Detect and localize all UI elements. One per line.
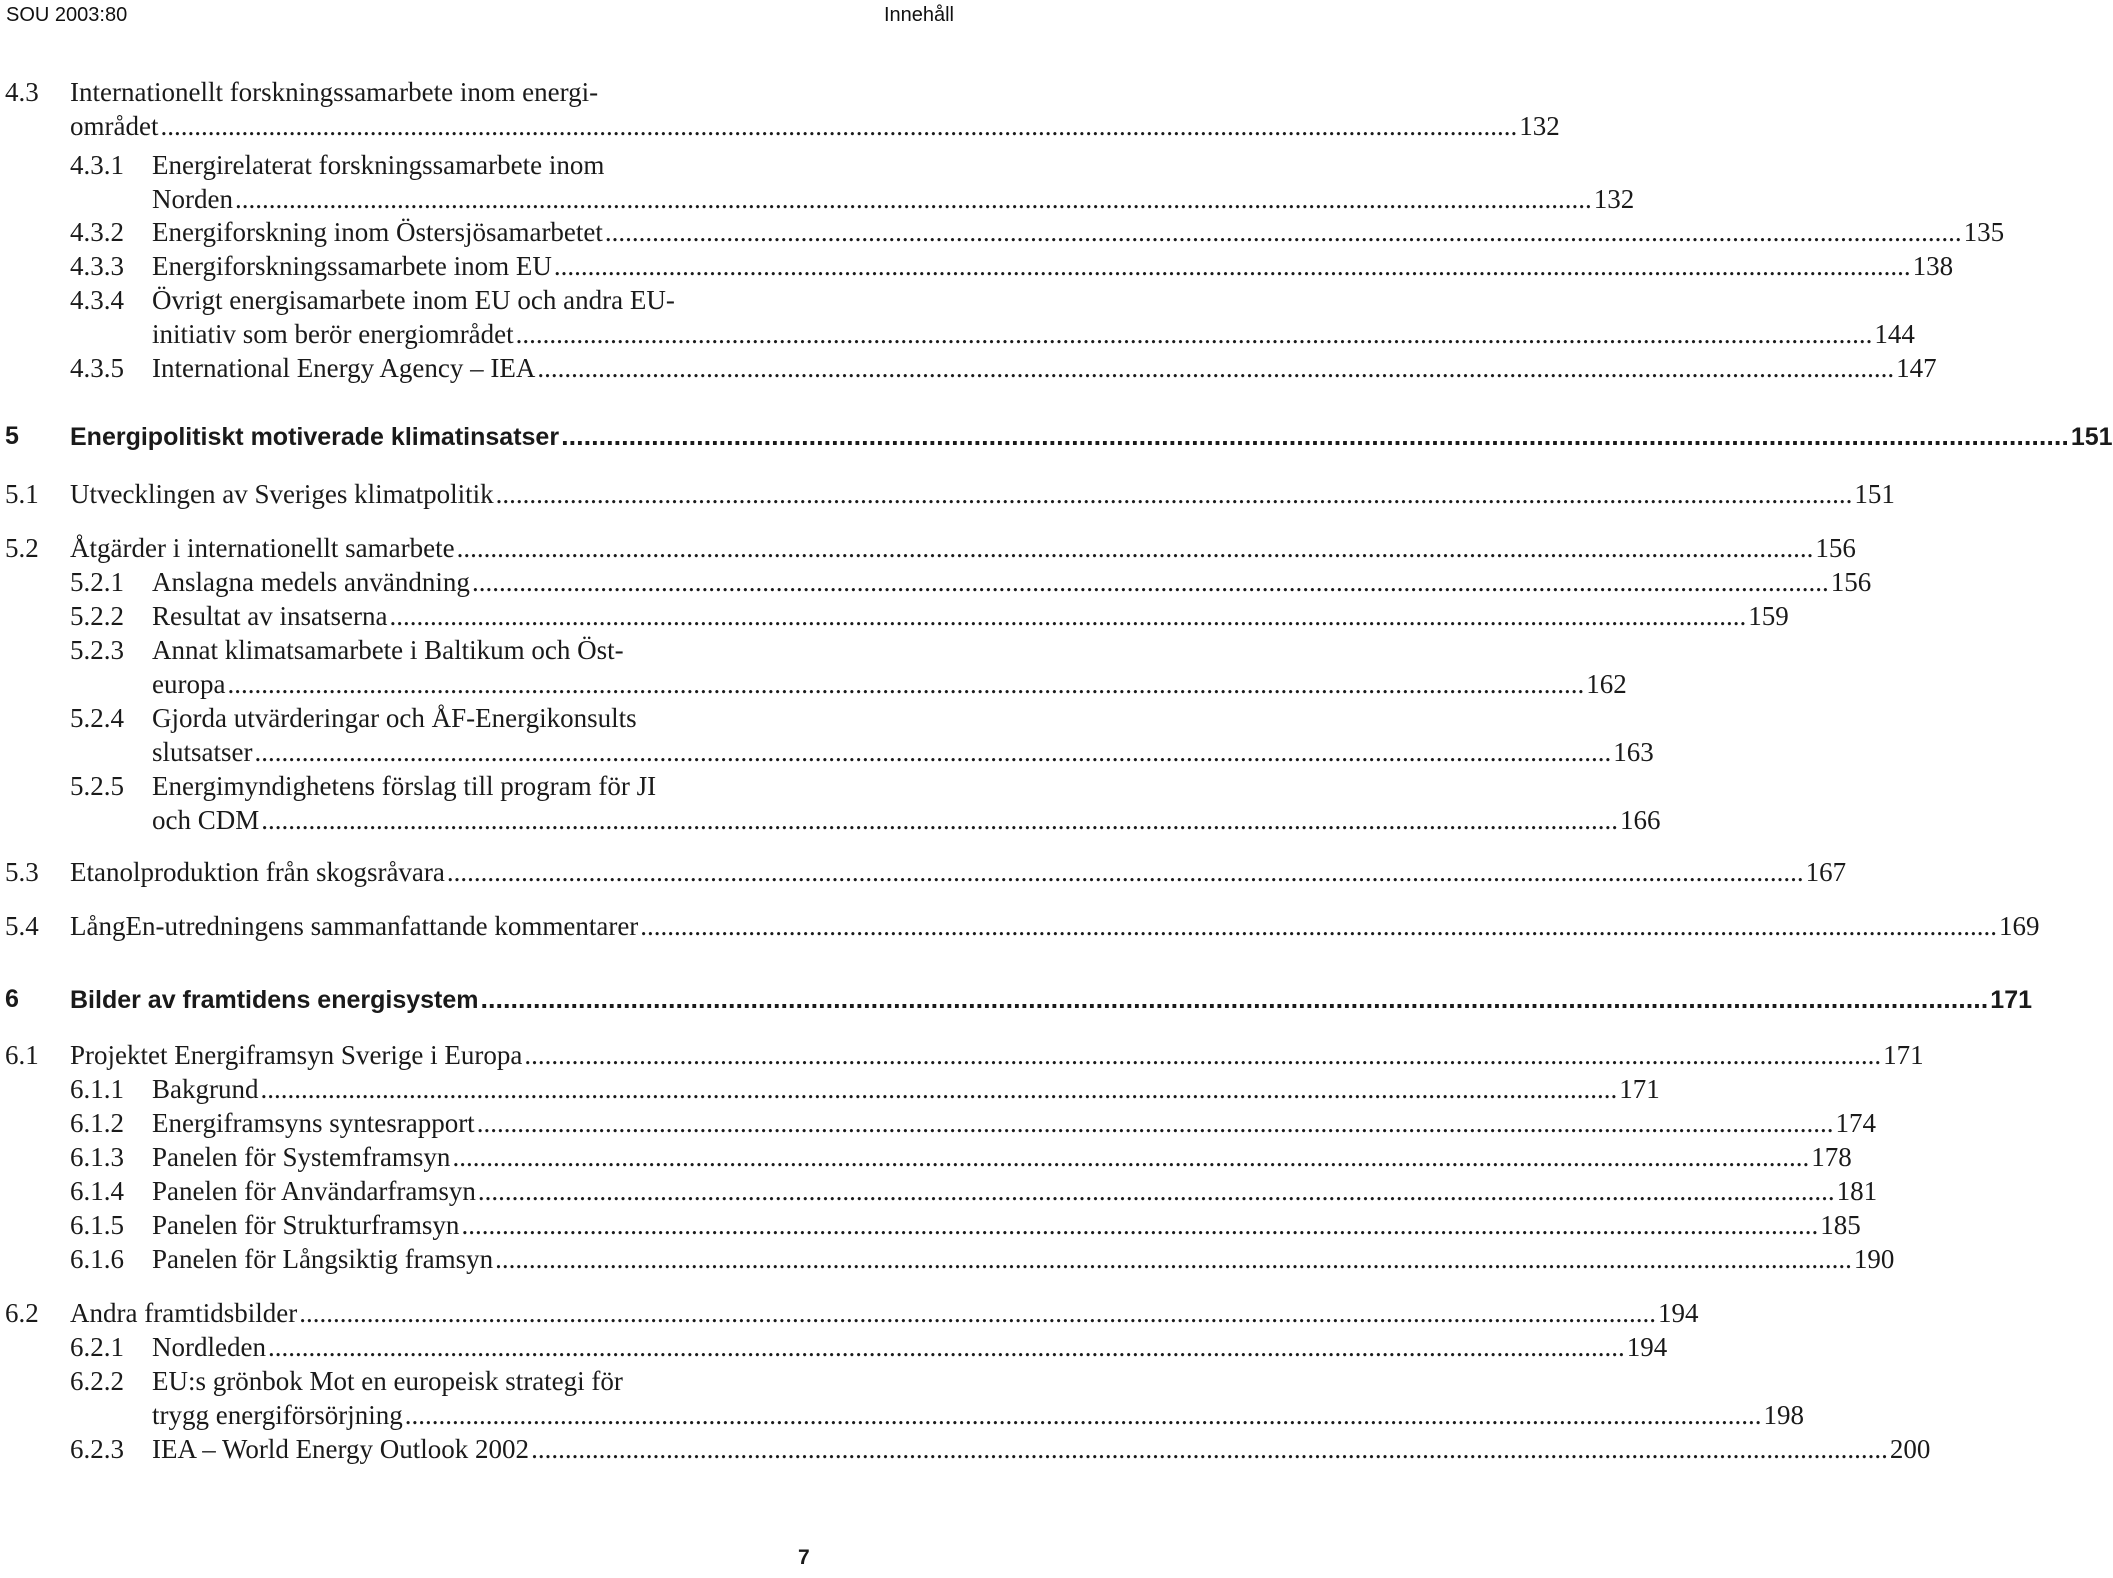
toc-entry-title: Panelen för Långsiktig framsyn: [152, 1244, 494, 1274]
toc-entry: [0, 1242, 1895, 1276]
toc-entry: [0, 701, 960, 735]
toc-leader-dots: .........................................................................................................................................................................................................: [389, 601, 1747, 631]
toc-entry-page: 190: [1853, 1244, 1895, 1274]
toc-leader-dots: .........................................................................................................................................................................................................: [531, 1434, 1888, 1464]
toc-entry-title: Norden: [152, 184, 233, 214]
toc-entry: [0, 249, 1954, 283]
toc-entry: [0, 75, 960, 109]
toc-entry-title: Energirelaterat forskningssamarbete inom: [152, 150, 605, 180]
toc-entry-page: 169: [1999, 911, 2040, 941]
toc-entry: [0, 419, 2113, 453]
toc-entry: [0, 599, 1789, 633]
toc-leader-dots: .........................................................................................................................................................................................................: [476, 1108, 1834, 1138]
toc-entry-number: 4.3: [5, 77, 39, 107]
toc-entry-number: 6.2.3: [70, 1434, 124, 1464]
toc-entry-number: 5.1: [5, 479, 39, 509]
toc-entry-number: 6.1.6: [70, 1244, 124, 1274]
toc-leader-dots: .........................................................................................................................................................................................................: [260, 1074, 1618, 1104]
toc-entry-page: 200: [1889, 1434, 1931, 1464]
toc-leader-dots: .........................................................................................................................................................................................................: [160, 111, 1518, 141]
toc-leader-dots: .........................................................................................................................................................................................................: [553, 251, 1911, 281]
toc-entry-page: 185: [1820, 1210, 1861, 1240]
toc-entry-number: 4.3.1: [70, 150, 124, 180]
toc-leader-dots: .........................................................................................................................................................................................................: [640, 911, 1998, 941]
toc-entry: [0, 1208, 1861, 1242]
toc-entry-page: 163: [1613, 737, 1654, 767]
toc-entry-number: 6.2.2: [70, 1366, 124, 1396]
toc-entry: [0, 1432, 1931, 1466]
toc-entry: [0, 182, 1635, 216]
toc-entry-number: 5.2.2: [70, 601, 124, 631]
toc-entry-title: Etanolproduktion från skogsråvara: [70, 857, 445, 887]
toc-leader-dots: .........................................................................................................................................................................................................: [515, 319, 1873, 349]
toc-entry-title: International Energy Agency – IEA: [152, 353, 536, 383]
toc-entry-title: Andra framtidsbilder: [70, 1298, 298, 1328]
toc-entry-page: 156: [1815, 533, 1856, 563]
toc-entry-page: 194: [1626, 1332, 1668, 1362]
toc-leader-dots: .........................................................................................................................................................................................................: [227, 669, 1585, 699]
toc-entry-number: 4.3.3: [70, 251, 124, 281]
toc-entry-number: 5.4: [5, 911, 39, 941]
toc-entry: [0, 633, 960, 667]
toc-entry-page: 144: [1874, 319, 1915, 349]
toc-entry-page: 132: [1519, 111, 1560, 141]
toc-entry-title: Övrigt energisamarbete inom EU och andra EU-: [152, 285, 675, 315]
toc-entry-title: Gjorda utvärderingar och ÅF-Energikonsults: [152, 703, 637, 733]
toc-entry-number: 6.1.1: [70, 1074, 124, 1104]
toc-leader-dots: .........................................................................................................................................................................................................: [461, 1210, 1819, 1240]
toc-entry-title: Energimyndighetens förslag till program för JI: [152, 771, 657, 801]
toc-entry-page: 159: [1748, 601, 1789, 631]
toc-entry: [0, 1364, 960, 1398]
toc-entry-title: LångEn-utredningens sammanfattande kommentarer: [70, 911, 639, 941]
toc-entry-page: 147: [1896, 353, 1937, 383]
toc-leader-dots: .........................................................................................................................................................................................................: [480, 984, 1989, 1014]
toc-entry-number: 5.2.1: [70, 567, 124, 597]
toc-entry-number: 5: [5, 422, 19, 450]
toc-entry-page: 174: [1835, 1108, 1876, 1138]
toc-leader-dots: .........................................................................................................................................................................................................: [267, 1332, 1625, 1362]
toc-entry-number: 6.1.4: [70, 1176, 124, 1206]
toc-entry: [0, 1174, 1878, 1208]
toc-entry: [0, 1140, 1852, 1174]
toc-entry-title: området: [70, 111, 159, 141]
toc-entry-page: 171: [1988, 983, 2032, 1017]
toc-entry-title: Energiframsyns syntesrapport: [152, 1108, 475, 1138]
toc-entry-title: Energiforskningssamarbete inom EU: [152, 251, 552, 281]
toc-entry-number: 6.2.1: [70, 1332, 124, 1362]
toc-entry-number: 6.1.2: [70, 1108, 124, 1138]
toc-entry-number: 6: [5, 985, 19, 1013]
toc-leader-dots: .........................................................................................................................................................................................................: [254, 737, 1612, 767]
toc-leader-dots: .........................................................................................................................................................................................................: [471, 567, 1829, 597]
toc-entry-title: Åtgärder i internationellt samarbete: [70, 533, 455, 563]
toc-entry-number: 5.2.5: [70, 771, 124, 801]
toc-entry-number: 4.3.2: [70, 217, 124, 247]
toc-entry-title: Resultat av insatserna: [152, 601, 388, 631]
toc-entry: [0, 565, 1872, 599]
toc-entry: [0, 1398, 1804, 1432]
toc-entry-page: 194: [1657, 1298, 1699, 1328]
toc-entry: [0, 215, 2005, 249]
toc-entry-title: IEA – World Energy Outlook 2002: [152, 1434, 530, 1464]
toc-leader-dots: .........................................................................................................................................................................................................: [299, 1298, 1656, 1328]
toc-entry-page: 167: [1805, 857, 1847, 887]
toc-entry-title: Nordleden: [152, 1332, 266, 1362]
toc-entry-title: europa: [152, 669, 226, 699]
toc-leader-dots: .........................................................................................................................................................................................................: [561, 421, 2069, 451]
toc-leader-dots: .........................................................................................................................................................................................................: [537, 353, 1895, 383]
toc-entry-number: 6.1: [5, 1040, 39, 1070]
toc-entry-page: 171: [1883, 1040, 1924, 1070]
toc-entry-title: EU:s grönbok Mot en europeisk strategi för: [152, 1366, 623, 1396]
toc-leader-dots: .........................................................................................................................................................................................................: [477, 1176, 1835, 1206]
toc-entry-page: 162: [1586, 669, 1627, 699]
toc-entry: [0, 109, 1560, 143]
toc-entry-title: Anslagna medels användning: [152, 567, 470, 597]
running-header-right: Innehåll: [883, 4, 954, 26]
toc-entry-title: Projektet Energiframsyn Sverige i Europa: [70, 1040, 523, 1070]
toc-entry-page: 135: [1963, 217, 2005, 247]
toc-entry: [0, 1072, 1660, 1106]
toc-entry-page: 181: [1836, 1176, 1878, 1206]
toc-entry: [0, 351, 1937, 385]
toc-entry: [0, 1038, 1924, 1072]
toc-leader-dots: .........................................................................................................................................................................................................: [495, 479, 1853, 509]
toc-entry: [0, 803, 1661, 837]
toc-entry-number: 6.2: [5, 1298, 39, 1328]
toc-entry-title: trygg energiförsörjning: [152, 1400, 403, 1430]
toc-entry: [0, 769, 960, 803]
toc-entry: [0, 283, 960, 317]
toc-entry: [0, 667, 1627, 701]
toc-entry: [0, 1106, 1876, 1140]
toc-entry-page: 171: [1619, 1074, 1660, 1104]
toc-leader-dots: .........................................................................................................................................................................................................: [404, 1400, 1762, 1430]
toc-entry-page: 178: [1811, 1142, 1852, 1172]
toc-entry-number: 6.1.5: [70, 1210, 124, 1240]
toc-entry: [0, 148, 960, 182]
toc-leader-dots: .........................................................................................................................................................................................................: [261, 805, 1618, 835]
toc-leader-dots: .........................................................................................................................................................................................................: [234, 184, 1592, 214]
toc-entry: [0, 735, 1654, 769]
toc-entry-title: Bilder av framtidens energisystem: [70, 983, 481, 1017]
toc-entry-page: 151: [2069, 420, 2113, 454]
toc-entry-page: 166: [1620, 805, 1661, 835]
toc-entry: [0, 1330, 1668, 1364]
toc-leader-dots: .........................................................................................................................................................................................................: [604, 217, 1962, 247]
toc-entry: [0, 531, 1856, 565]
toc-entry-title: Energipolitiskt motiverade klimatinsatser: [70, 420, 561, 454]
page-number: 7: [798, 1546, 810, 1569]
toc-entry-title: slutsatser: [152, 737, 253, 767]
toc-entry-title: initiativ som berör energiområdet: [152, 319, 514, 349]
toc-entry: [0, 855, 1847, 889]
toc-entry-title: Panelen för Strukturframsyn: [152, 1210, 460, 1240]
toc-leader-dots: .........................................................................................................................................................................................................: [495, 1244, 1852, 1274]
toc-entry: [0, 317, 1915, 351]
toc-entry-title: och CDM: [152, 805, 260, 835]
toc-entry: [0, 1296, 1699, 1330]
running-header-left: SOU 2003:80: [6, 4, 128, 26]
toc-entry-page: 151: [1854, 479, 1895, 509]
toc-entry: [0, 909, 2040, 943]
toc-entry-page: 132: [1593, 184, 1635, 214]
toc-entry: [0, 982, 2033, 1016]
toc-leader-dots: .........................................................................................................................................................................................................: [446, 857, 1804, 887]
toc-leader-dots: .........................................................................................................................................................................................................: [456, 533, 1814, 563]
toc-entry-title: Energiforskning inom Östersjösamarbetet: [152, 217, 603, 247]
toc-entry-page: 138: [1912, 251, 1954, 281]
toc-entry-title: Panelen för Systemframsyn: [152, 1142, 451, 1172]
toc-entry-number: 4.3.4: [70, 285, 124, 315]
toc-entry-page: 156: [1830, 567, 1872, 597]
toc-entry-number: 5.2.3: [70, 635, 124, 665]
toc-entry-title: Annat klimatsamarbete i Baltikum och Öst-: [152, 635, 624, 665]
toc-entry-title: Bakgrund: [152, 1074, 259, 1104]
toc-entry-page: 198: [1763, 1400, 1804, 1430]
toc-leader-dots: .........................................................................................................................................................................................................: [524, 1040, 1882, 1070]
toc-entry-title: Utvecklingen av Sveriges klimatpolitik: [70, 479, 494, 509]
toc-entry-number: 5.2: [5, 533, 39, 563]
toc-entry-number: 5.3: [5, 857, 39, 887]
toc-entry-title: Panelen för Användarframsyn: [152, 1176, 476, 1206]
toc-entry-number: 6.1.3: [70, 1142, 124, 1172]
toc-entry-number: 4.3.5: [70, 353, 124, 383]
toc-entry: [0, 477, 1895, 511]
toc-entry-number: 5.2.4: [70, 703, 124, 733]
toc-entry-title: Internationellt forskningssamarbete inom energi-: [70, 77, 599, 107]
toc-leader-dots: .........................................................................................................................................................................................................: [452, 1142, 1810, 1172]
